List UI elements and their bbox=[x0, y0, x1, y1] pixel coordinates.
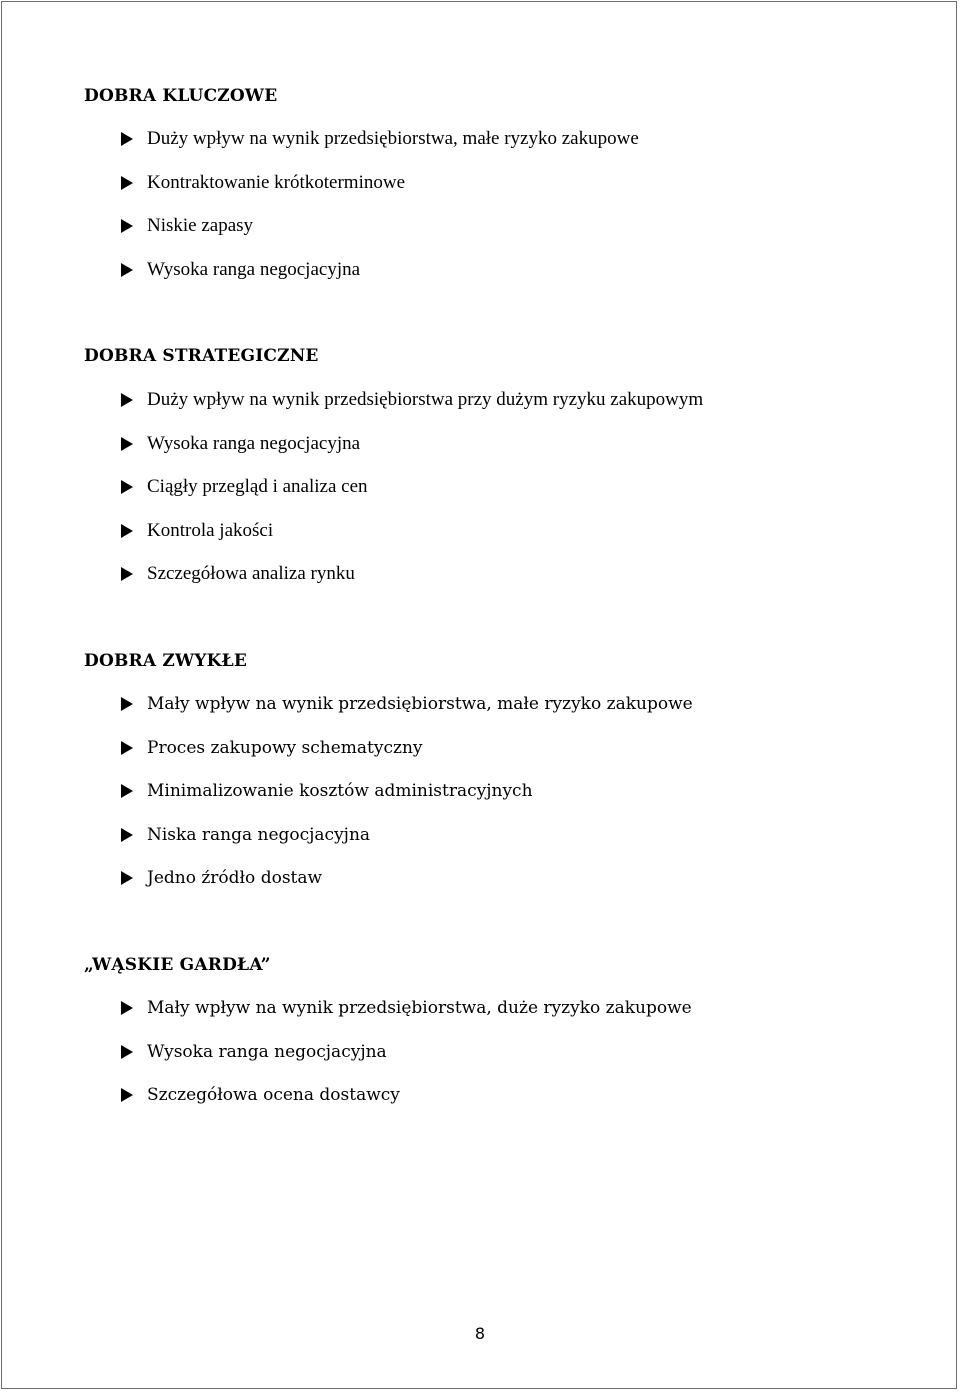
triangle-bullet-icon bbox=[121, 741, 133, 755]
list-item-text: Duży wpływ na wynik przedsiębiorstwa, małe ryzyko zakupowe bbox=[147, 128, 639, 149]
bullet-list bbox=[84, 389, 924, 607]
list-item bbox=[84, 1041, 924, 1085]
triangle-bullet-icon bbox=[121, 524, 133, 538]
triangle-bullet-icon bbox=[121, 1001, 133, 1015]
triangle-bullet-icon bbox=[121, 1088, 133, 1102]
list-item-text: Niskie zapasy bbox=[147, 215, 254, 236]
triangle-bullet-icon bbox=[121, 132, 133, 146]
triangle-bullet-icon bbox=[121, 828, 133, 842]
section-heading: „WĄSKIE GARDŁA” bbox=[84, 955, 271, 975]
section-heading: DOBRA STRATEGICZNE bbox=[84, 346, 319, 366]
list-item-text: Wysoka ranga negocjacyjna bbox=[147, 1041, 387, 1062]
list-item-text: Szczegółowa analiza rynku bbox=[147, 563, 355, 584]
list-item-text: Wysoka ranga negocjacyjna bbox=[147, 432, 361, 454]
list-item bbox=[84, 520, 924, 564]
list-item-text: Mały wpływ na wynik przedsiębiorstwa, małe ryzyko zakupowe bbox=[147, 694, 693, 714]
list-item-text: Mały wpływ na wynik przedsiębiorstwa, duże ryzyko zakupowe bbox=[147, 998, 692, 1018]
list-item bbox=[84, 389, 924, 433]
list-item bbox=[84, 259, 924, 303]
triangle-bullet-icon bbox=[121, 1045, 133, 1059]
triangle-bullet-icon bbox=[121, 263, 133, 277]
list-item-text: Wysoka ranga negocjacyjna bbox=[147, 258, 361, 280]
list-item bbox=[84, 172, 924, 216]
triangle-bullet-icon bbox=[121, 437, 133, 451]
list-item-text: Jedno źródło dostaw bbox=[147, 868, 323, 888]
bullet-list bbox=[84, 693, 924, 911]
list-item bbox=[84, 563, 924, 607]
section-dobra-kluczowe bbox=[84, 85, 924, 302]
list-item-text: Duży wpływ na wynik przedsiębiorstwa przy dużym ryzyku zakupowym bbox=[147, 389, 704, 410]
list-item bbox=[84, 824, 924, 868]
triangle-bullet-icon bbox=[121, 871, 133, 885]
page-number: 8 bbox=[474, 1324, 486, 1343]
list-item-text: Ciągły przegląd i analiza cen bbox=[147, 476, 368, 497]
triangle-bullet-icon bbox=[121, 393, 133, 407]
section-dobra-zwykle bbox=[84, 650, 924, 911]
triangle-bullet-icon bbox=[121, 784, 133, 798]
list-item-text: Minimalizowanie kosztów administracyjnych bbox=[147, 781, 533, 801]
list-item bbox=[84, 215, 924, 259]
triangle-bullet-icon bbox=[121, 480, 133, 494]
list-item-text: Kontrola jakości bbox=[147, 519, 274, 541]
list-item-text: Proces zakupowy schematyczny bbox=[147, 737, 423, 758]
list-item bbox=[84, 1084, 924, 1128]
list-item bbox=[84, 693, 924, 737]
list-item-text: Niska ranga negocjacyjna bbox=[147, 824, 371, 845]
list-item bbox=[84, 867, 924, 911]
section-heading: DOBRA ZWYKŁE bbox=[84, 651, 247, 671]
section-heading: DOBRA KLUCZOWE bbox=[84, 86, 278, 106]
list-item bbox=[84, 780, 924, 824]
triangle-bullet-icon bbox=[121, 567, 133, 581]
list-item bbox=[84, 433, 924, 477]
section-waskie-gardla bbox=[84, 954, 924, 1128]
list-item bbox=[84, 476, 924, 520]
section-dobra-strategiczne bbox=[84, 345, 924, 607]
triangle-bullet-icon bbox=[121, 219, 133, 233]
list-item-text: Kontraktowanie krótkoterminowe bbox=[147, 171, 406, 193]
list-item-text: Szczegółowa ocena dostawcy bbox=[147, 1085, 400, 1105]
bullet-list bbox=[84, 128, 924, 302]
triangle-bullet-icon bbox=[121, 697, 133, 711]
list-item bbox=[84, 128, 924, 172]
triangle-bullet-icon bbox=[121, 176, 133, 190]
list-item bbox=[84, 737, 924, 781]
list-item bbox=[84, 997, 924, 1041]
bullet-list bbox=[84, 997, 924, 1128]
